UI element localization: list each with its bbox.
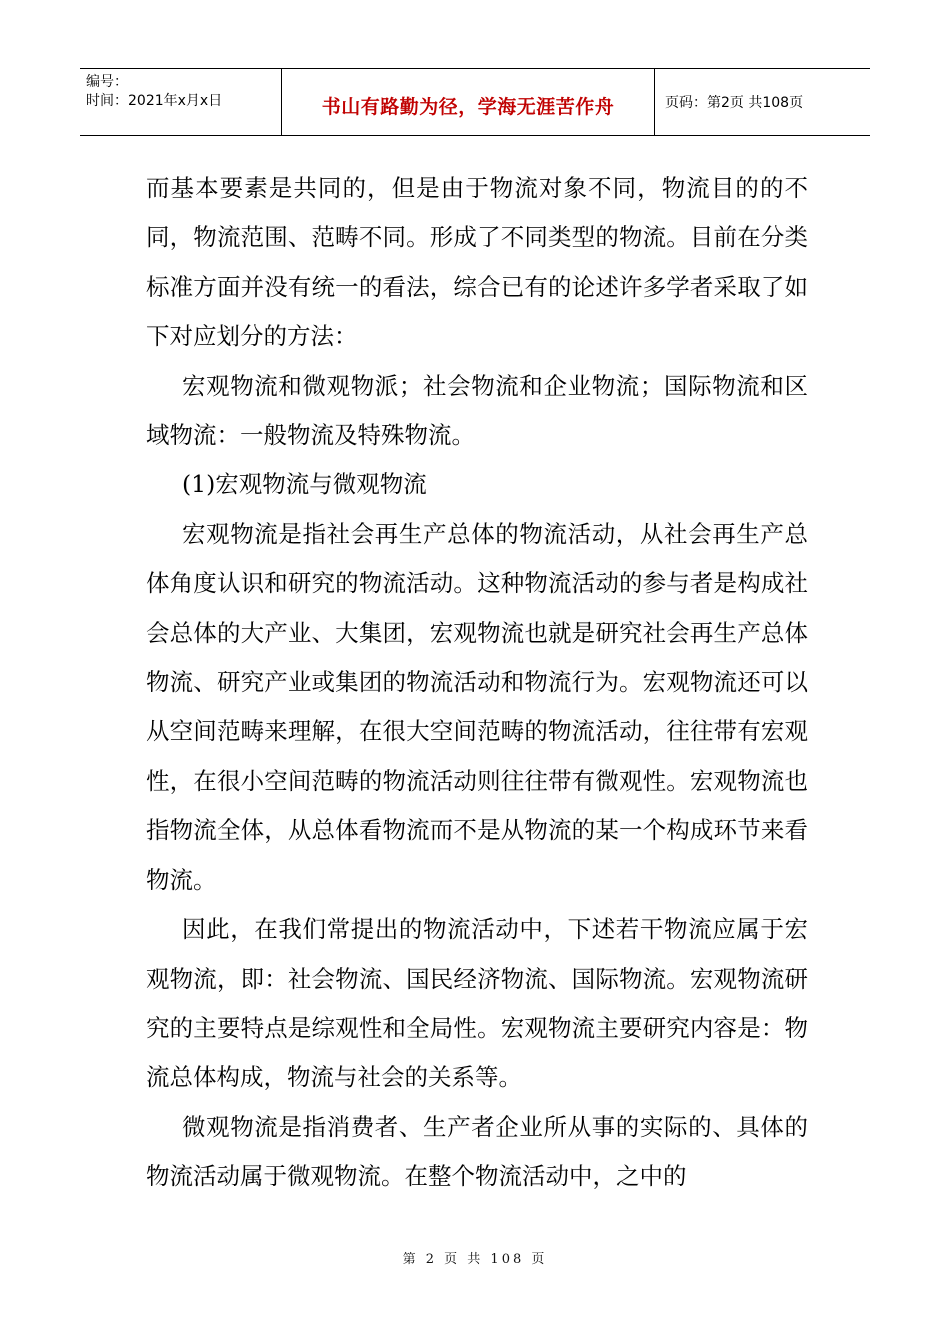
body-paragraph: 宏观物流是指社会再生产总体的物流活动，从社会再生产总体角度认识和研究的物流活动。这种物流活动的参与者是构成社会总体的大产业、大集团，宏观物流也就是研究社会再生产总体物流、研究产业或集团的物流活动和物流行为。宏观物流还可以从空间范畴来理解，在很大空间范畴的物流活动，往往带有宏观性，在很小空间范畴的物流活动则往往带有微观性。宏观物流也指物流全体，从总体看物流而不是从物流的某一个构成环节来看物流。 — [146, 519, 808, 894]
body-paragraph: 因此，在我们常提出的物流活动中，下述若干物流应属于宏观物流，即：社会物流、国民经济物流、国际物流。宏观物流研究的主要特点是综观性和全局性。宏观物流主要研究内容是：物流总体构成，物流与社会的关系等。 — [146, 915, 808, 1092]
header-meta-cell — [80, 69, 282, 135]
header-page-cell — [655, 69, 870, 135]
header-motto-cell — [282, 69, 655, 135]
body-paragraph: 而基本要素是共同的，但是由于物流对象不同，物流目的的不同，物流范围、范畴不同。形成了不同类型的物流。目前在分类标准方面并没有统一的看法，综合已有的论述许多学者采取了如下对应划分的方法： — [146, 174, 808, 351]
document-date-label: 时间：2021年x月x日 — [86, 93, 223, 109]
page-header — [80, 68, 870, 136]
section-heading: (1)宏观物流与微观物流 — [182, 470, 427, 499]
page-footer: 第 2 页 共 108 页 — [402, 1252, 548, 1267]
header-motto: 书山有路勤为径，学海无涯苦作舟 — [321, 95, 615, 118]
document-body — [146, 164, 808, 1202]
header-page-number: 页码：第2页 共108页 — [665, 95, 804, 111]
body-paragraph: 宏观物流和微观物派；社会物流和企业物流；国际物流和区域物流：一般物流及特殊物流。 — [146, 371, 808, 450]
body-paragraph: 微观物流是指消费者、生产者企业所从事的实际的、具体的物流活动属于微观物流。在整个物流活动中，之中的 — [146, 1112, 808, 1191]
document-number-label: 编号： — [86, 74, 128, 90]
